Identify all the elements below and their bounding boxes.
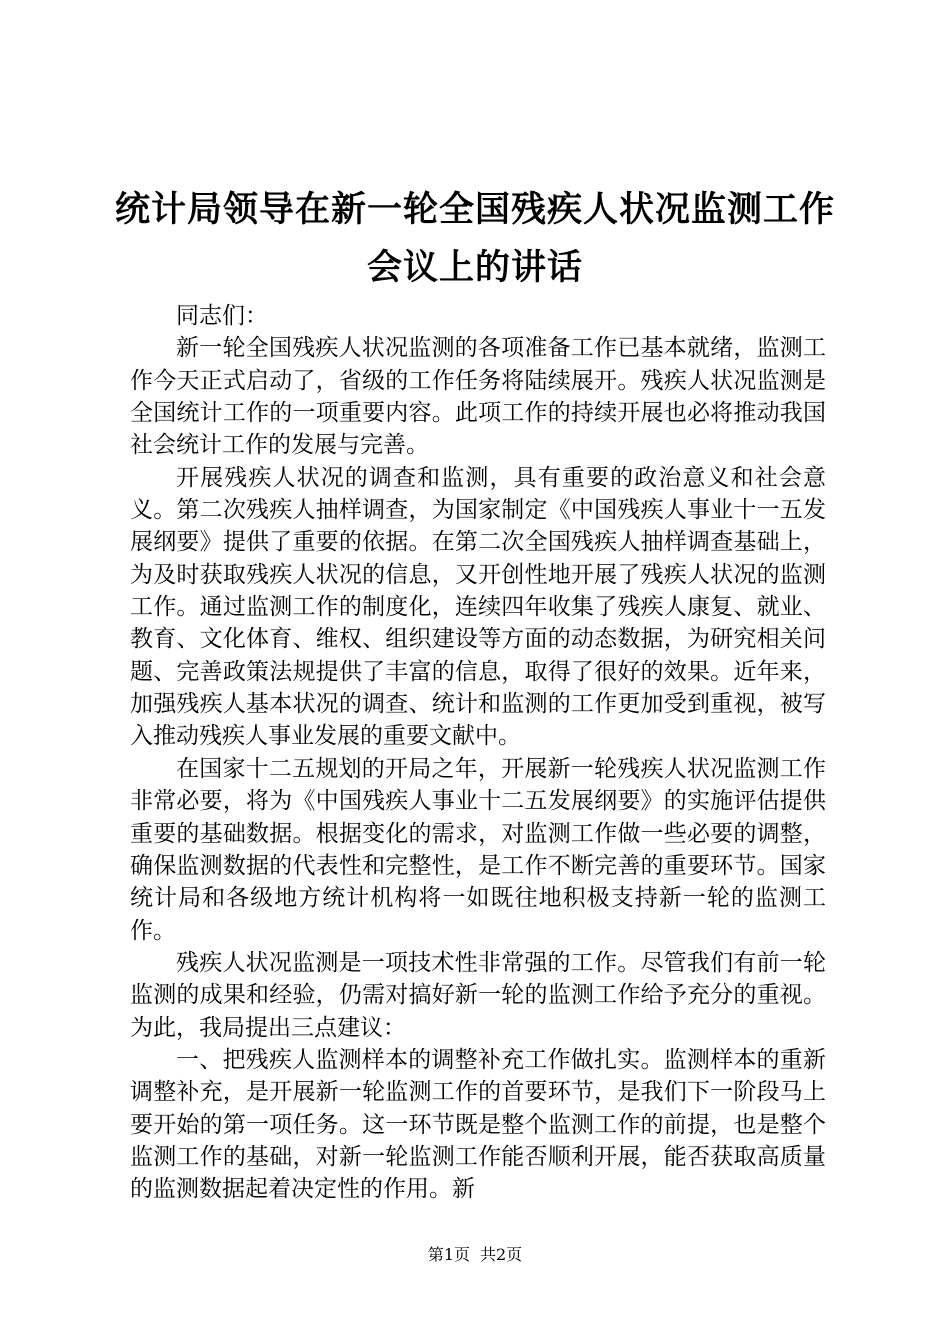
paragraph-1: 新一轮全国残疾人状况监测的各项准备工作已基本就绪，监测工作今天正式启动了，省级的工作任务将陆续展开。残疾人状况监测是全国统计工作的一项重要内容。此项工作的持续开展也必将推动我国社会统计工作的发展与完善。 <box>130 335 826 459</box>
document-title-line-2: 会议上的讲话 <box>366 248 583 288</box>
paragraph-2: 开展残疾人状况的调查和监测，具有重要的政治意义和社会意义。第二次残疾人抽样调查，为国家制定《中国残疾人事业十一五发展纲要》提供了重要的依据。在第二次全国残疾人抽样调查基础上，为及时获取残疾人状况的信息，又开创性地开展了残疾人状况的监测工作。通过监测工作的制度化，连续四年收集了残疾人康复、就业、教育、文化体育、维权、组织建设等方面的动态数据，为研究相关问题、完善政策法规提供了丰富的信息，取得了很好的效果。近年来，加强残疾人基本状况的调查、统计和监测的工作更加受到重视，被写入推动残疾人事业发展的重要文献中。 <box>130 464 826 750</box>
salutation: 同志们： <box>176 303 268 329</box>
paragraph-3: 在国家十二五规划的开局之年，开展新一轮残疾人状况监测工作非常必要，将为《中国残疾人事业十二五发展纲要》的实施评估提供重要的基础数据。根据变化的需求，对监测工作做一些必要的调整，确保监测数据的代表性和完整性，是工作不断完善的重要环节。国家统计局和各级地方统计机构将一如既往地积极支持新一轮的监测工作。 <box>130 755 826 944</box>
paragraph-5: 一、把残疾人监测样本的调整补充工作做扎实。监测样本的重新调整补充，是开展新一轮监测工作的首要环节，是我们下一阶段马上要开始的第一项任务。这一环节既是整个监测工作的前提，也是整个监测工作的基础，对新一轮监测工作能否顺利开展，能否获取高质量的监测数据起着决定性的作用。新 <box>130 1046 826 1203</box>
page-number-total: 共2页 <box>480 1245 523 1264</box>
document-title-line-1: 统计局领导在新一轮全国残疾人状况监测工作 <box>114 190 835 230</box>
page-footer <box>0 1245 950 1265</box>
paragraph-4: 残疾人状况监测是一项技术性非常强的工作。尽管我们有前一轮监测的成果和经验，仍需对搞好新一轮的监测工作给予充分的重视。为此，我局提出三点建议： <box>130 949 826 1041</box>
page-number-current: 第1页 <box>427 1245 470 1264</box>
document-body <box>130 300 826 1206</box>
